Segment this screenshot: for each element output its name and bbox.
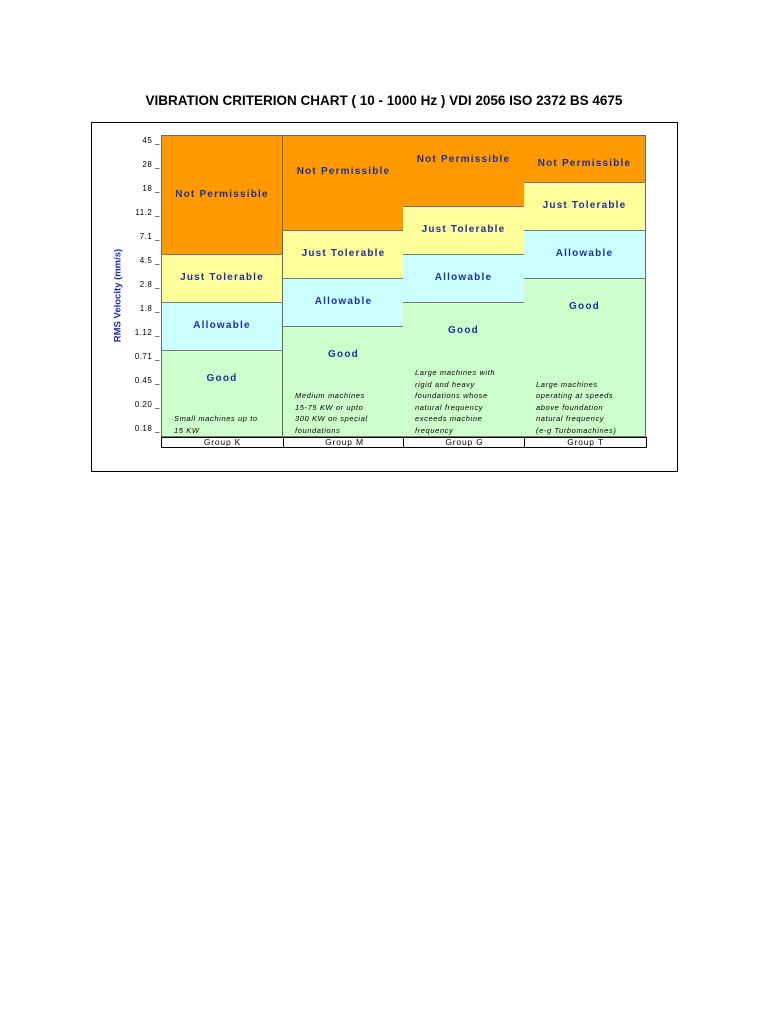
band-allowable-group-m bbox=[283, 279, 405, 327]
group-label-group-t: Group T bbox=[524, 437, 647, 448]
band-not-permissible-group-k bbox=[161, 135, 283, 255]
band-label: Allowable bbox=[193, 320, 251, 331]
band-good-group-g bbox=[403, 303, 525, 437]
band-not-permissible-group-g bbox=[403, 135, 525, 207]
y-tick-label: 4.5 _ bbox=[139, 256, 160, 265]
band-just-tolerable-group-k bbox=[161, 255, 283, 303]
group-note: Large machines with rigid and heavy foundations whose natural frequency exceeds machine frequency bbox=[415, 368, 496, 435]
group-label-group-g: Group G bbox=[403, 437, 526, 448]
y-tick-label: 0.71 _ bbox=[134, 352, 160, 361]
y-tick-label: 1.12 _ bbox=[134, 328, 160, 337]
group-note: Small machines up to 15 KW bbox=[174, 414, 258, 435]
group-note: Medium machines 15-75 KW or upto 300 KW on special foundations bbox=[295, 391, 368, 435]
band-just-tolerable-group-t bbox=[524, 183, 646, 231]
y-tick-label: 45 _ bbox=[142, 136, 160, 145]
chart-title: VIBRATION CRITERION CHART ( 10 - 1000 Hz ) VDI 2056 ISO 2372 BS 4675 bbox=[145, 93, 623, 108]
band-good-group-m bbox=[283, 327, 405, 437]
band-label: Just Tolerable bbox=[421, 224, 506, 235]
band-label: Allowable bbox=[434, 272, 493, 283]
y-tick-label: 7.1 _ bbox=[139, 232, 160, 241]
band-just-tolerable-group-m bbox=[283, 231, 405, 279]
band-label: Not Permissible bbox=[296, 166, 391, 177]
band-label: Not Permissible bbox=[416, 154, 511, 165]
y-tick-label: 11.2 _ bbox=[135, 208, 160, 217]
y-tick-label: 0.20 _ bbox=[134, 400, 160, 409]
y-tick-label: 0.18 _ bbox=[134, 424, 160, 433]
band-good-group-k bbox=[161, 351, 283, 437]
band-label: Allowable bbox=[555, 248, 614, 259]
band-just-tolerable-group-g bbox=[403, 207, 525, 255]
y-tick-label: 2.8 _ bbox=[139, 280, 160, 289]
band-allowable-group-t bbox=[524, 231, 646, 279]
group-label-group-k: Group K bbox=[161, 437, 284, 448]
band-not-permissible-group-m bbox=[283, 135, 405, 231]
band-label: Good bbox=[569, 301, 600, 312]
y-tick-label: 18 _ bbox=[142, 184, 160, 193]
group-label-group-m: Group M bbox=[283, 437, 406, 448]
band-label: Not Permissible bbox=[537, 158, 632, 169]
y-tick-label: 1.8 _ bbox=[139, 304, 160, 313]
band-label: Good bbox=[328, 349, 359, 360]
y-tick-label: 0.45 _ bbox=[134, 376, 160, 385]
band-label: Good bbox=[206, 373, 238, 384]
band-allowable-group-k bbox=[161, 303, 283, 351]
band-good-group-t bbox=[524, 279, 646, 437]
band-allowable-group-g bbox=[403, 255, 525, 303]
band-label: Not Permissible bbox=[175, 189, 269, 200]
y-axis-label: RMS Velocity (mm/s) bbox=[112, 248, 124, 343]
group-note: Large machines operating at speeds above foundation natural frequency (e-g Turbomachines) bbox=[536, 379, 617, 435]
y-tick-label: 28 _ bbox=[142, 160, 160, 169]
band-label: Just Tolerable bbox=[542, 200, 627, 211]
band-label: Good bbox=[448, 325, 479, 336]
band-label: Just Tolerable bbox=[301, 248, 386, 259]
band-label: Allowable bbox=[314, 296, 373, 307]
band-label: Just Tolerable bbox=[180, 272, 264, 283]
band-not-permissible-group-t bbox=[524, 135, 646, 183]
